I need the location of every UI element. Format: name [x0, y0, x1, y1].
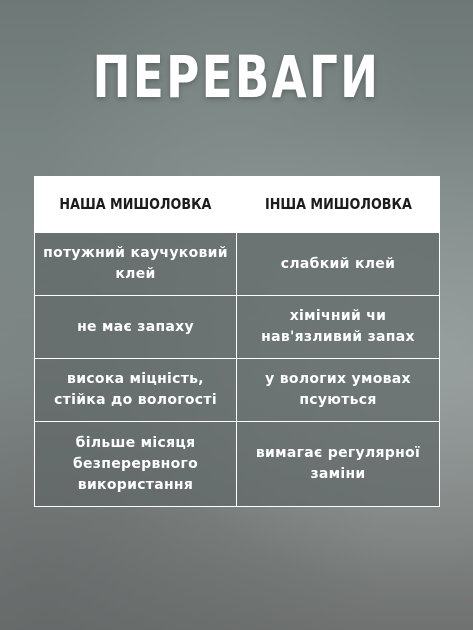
comparison-table [34, 176, 440, 507]
table-row [35, 296, 440, 359]
cell-other-duration: вимагає регулярної заміни [237, 422, 440, 507]
cell-ours-duration: більше місяця безперервного використання [35, 422, 237, 507]
cell-other-smell: хімічний чи нав'язливий запах [237, 296, 440, 359]
cell-other-glue: слабкий клей [237, 233, 440, 296]
cell-ours-strength: висока міцність, стійка до вологості [35, 359, 237, 422]
table-row [35, 422, 440, 507]
page-title: ПЕРЕВАГИ [92, 43, 381, 111]
header-other: ІНША МИШОЛОВКА [237, 177, 440, 233]
cell-ours-glue: потужний каучуковий клей [35, 233, 237, 296]
cell-ours-smell: не має запаху [35, 296, 237, 359]
cell-other-strength: у вологих умовах псуються [237, 359, 440, 422]
table-header-row [35, 177, 440, 233]
table-row [35, 359, 440, 422]
table-row [35, 233, 440, 296]
header-ours: НАША МИШОЛОВКА [35, 177, 237, 233]
